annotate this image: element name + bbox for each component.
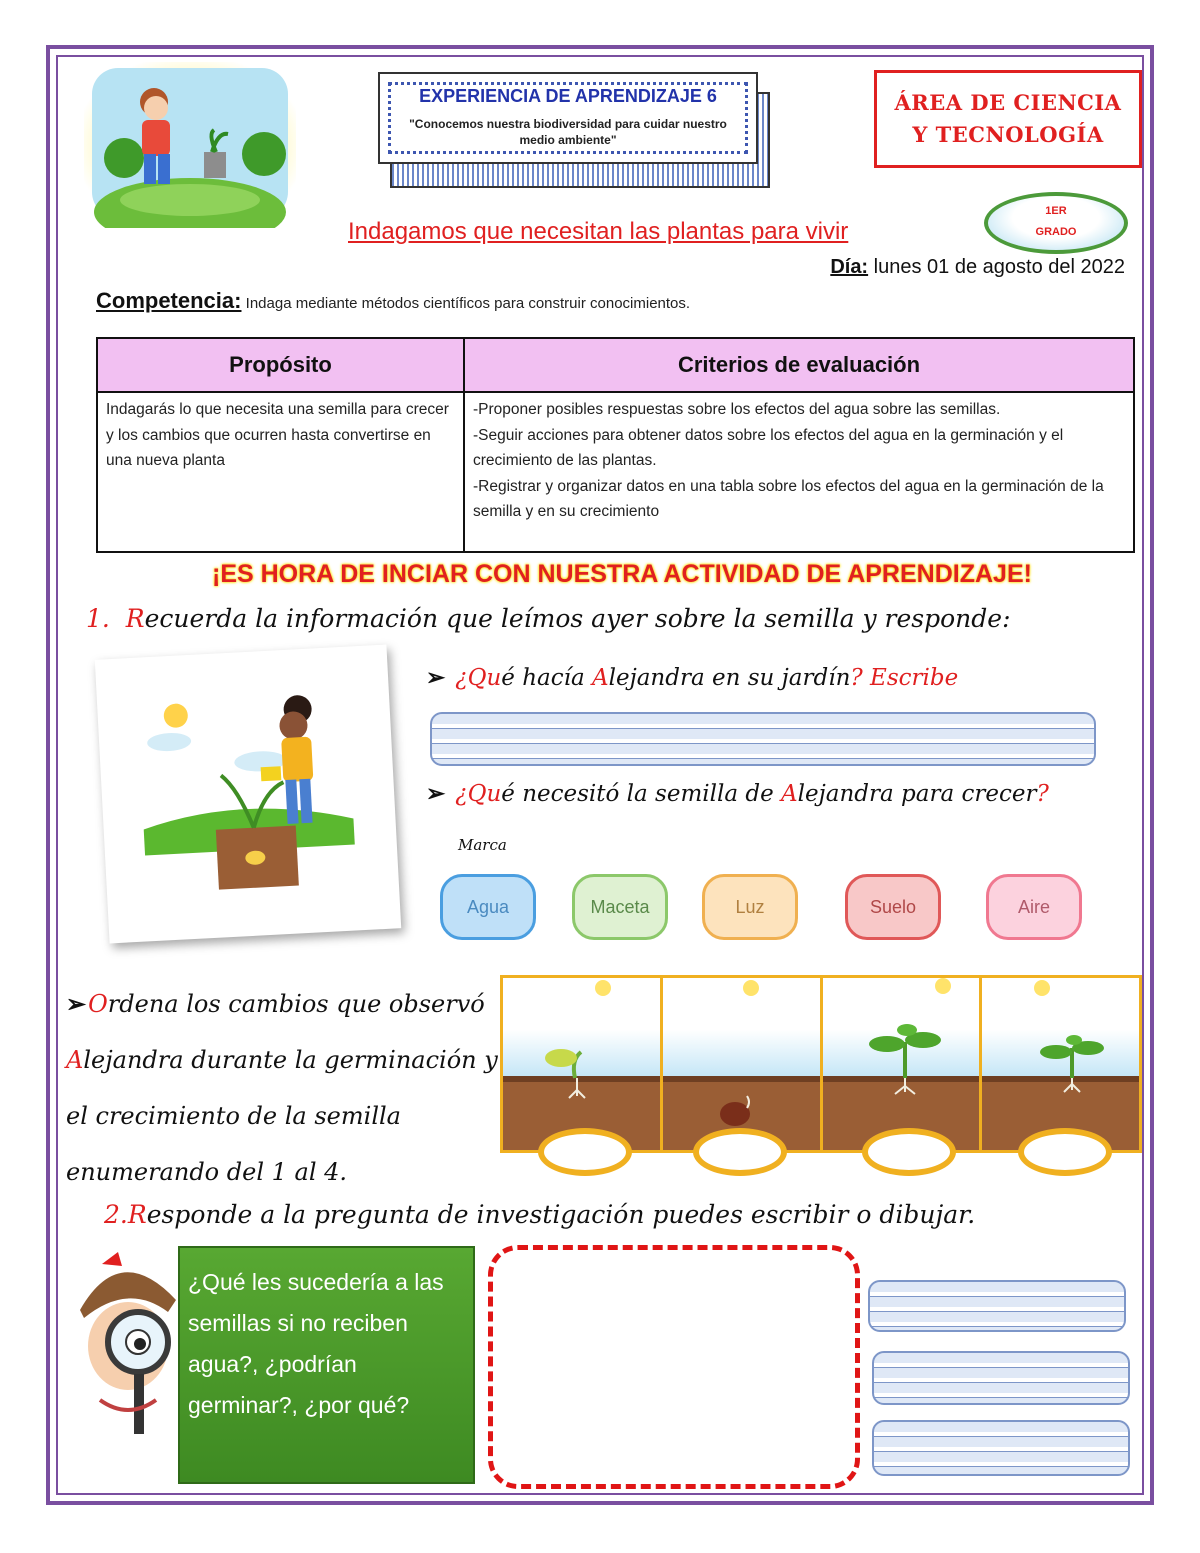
date-value: lunes 01 de agosto del 2022 xyxy=(873,256,1125,278)
grade-number: 1ER xyxy=(1045,205,1067,217)
criterio-2: -Seguir acciones para obtener datos sobre los efectos del agua en la germinación y el crecimiento de las plantas. xyxy=(473,426,1064,469)
stage-seed-image xyxy=(663,978,823,1150)
option-luz[interactable]: Luz xyxy=(702,874,798,940)
order-text-2: lejandra durante la germinación y el crecimiento de la semilla enumerando del 1 al 4. xyxy=(66,1046,498,1186)
arrow-bullet-icon: ➢ xyxy=(426,664,446,691)
option-aire[interactable]: Aire xyxy=(986,874,1082,940)
area-box xyxy=(874,70,1142,168)
experience-subtitle: "Conocemos nuestra biodiversidad para cuidar nuestro medio ambiente" xyxy=(409,117,727,147)
area-line-1: ÁREA DE CIENCIA xyxy=(894,90,1122,115)
order-first-letter: O xyxy=(88,990,108,1018)
q2-mid-2: lejandra para crecer xyxy=(797,781,1037,807)
section-1-number: 1. xyxy=(86,604,110,633)
table-cell-proposito: Indagarás lo que necesita una semilla para crecer y los cambios que ocurren hasta convertirse en una nueva planta xyxy=(97,392,464,552)
question-alejandra-jardin xyxy=(426,664,958,691)
detective-magnifier-illustration xyxy=(72,1250,182,1450)
order-text-1: rdena los cambios que observó xyxy=(107,990,485,1018)
grade-label: GRADO xyxy=(1035,226,1077,238)
table-header-criterios: Criterios de evaluación xyxy=(464,338,1134,392)
competencia-line xyxy=(96,288,690,314)
activity-banner: ¡ES HORA DE INCIAR CON NUESTRA ACTIVIDAD DE APRENDIZAJE! xyxy=(212,560,1032,588)
germination-stages-strip xyxy=(500,975,1142,1153)
page-title: Indagamos que necesitan las plantas para vivir xyxy=(348,218,849,245)
stage-seedling-image xyxy=(823,978,983,1150)
option-suelo[interactable]: Suelo xyxy=(845,874,941,940)
answer-writing-lines-4[interactable] xyxy=(872,1420,1130,1476)
q1-start: ¿Qu xyxy=(455,665,502,691)
section-2-first-letter: R xyxy=(127,1200,147,1229)
date-line xyxy=(830,256,1125,279)
girl-gardening-illustration xyxy=(84,62,296,228)
section-2-text: esponde a la pregunta de investigación puedes escribir o dibujar. xyxy=(146,1200,976,1229)
experience-box xyxy=(378,72,758,164)
order-number-blank-3[interactable] xyxy=(862,1128,956,1176)
answer-writing-lines-1[interactable] xyxy=(430,712,1096,766)
experience-title: EXPERIENCIA DE APRENDIZAJE 6 xyxy=(419,86,717,106)
girl-watering-photo xyxy=(95,645,401,944)
stage-sprout-image xyxy=(503,978,663,1150)
q1-mid-2: lejandra en su jardín xyxy=(608,665,851,691)
date-label: Día: xyxy=(830,256,869,278)
criterio-3: -Registrar y organizar datos en una tabla sobre los efectos del agua en la germinación de la semilla y en su crecimiento xyxy=(473,477,1104,520)
section-1-first-letter: R xyxy=(125,604,145,633)
answer-writing-lines-3[interactable] xyxy=(872,1351,1130,1405)
arrow-bullet-icon: ➢ xyxy=(426,780,446,807)
q2-name-letter: A xyxy=(781,781,798,807)
q1-end: ? Escribe xyxy=(850,665,959,691)
section-2-heading xyxy=(104,1200,975,1229)
grade-badge xyxy=(984,192,1128,254)
competencia-label: Competencia: xyxy=(96,288,242,313)
section-2-number: 2. xyxy=(104,1200,128,1229)
q2-end: ? xyxy=(1036,781,1049,807)
table-cell-criterios xyxy=(464,392,1134,552)
research-question-box: ¿Qué les sucedería a las semillas si no reciben agua?, ¿podrían germinar?, ¿por qué? xyxy=(178,1246,475,1484)
q2-mid-1: é necesitó la semilla de xyxy=(501,781,782,807)
order-number-blank-1[interactable] xyxy=(538,1128,632,1176)
order-name-letter: A xyxy=(66,1046,84,1074)
section-1-text: ecuerda la información que leímos ayer sobre la semilla y responde: xyxy=(144,604,1011,633)
order-number-blank-2[interactable] xyxy=(693,1128,787,1176)
question-semilla-crecer xyxy=(426,780,1049,807)
q2-start: ¿Qu xyxy=(455,781,502,807)
criterio-1: -Proponer posibles respuestas sobre los efectos del agua sobre las semillas. xyxy=(473,401,1001,418)
mark-instruction: Marca xyxy=(458,836,507,854)
criteria-table xyxy=(96,337,1135,553)
q1-mid-1: é hacía xyxy=(501,665,592,691)
stage-small-plant-image xyxy=(982,978,1139,1150)
order-instruction xyxy=(66,976,506,1200)
table-header-proposito: Propósito xyxy=(97,338,464,392)
option-maceta[interactable]: Maceta xyxy=(572,874,668,940)
area-line-2: Y TECNOLOGÍA xyxy=(912,122,1104,147)
option-agua[interactable]: Agua xyxy=(440,874,536,940)
answer-writing-lines-2[interactable] xyxy=(868,1280,1126,1332)
q1-name-letter: A xyxy=(592,665,609,691)
drawing-answer-area[interactable] xyxy=(488,1245,860,1489)
order-number-blank-4[interactable] xyxy=(1018,1128,1112,1176)
section-1-heading xyxy=(86,604,1011,633)
arrow-bullet-icon: ➢ xyxy=(66,989,87,1018)
competencia-text: Indaga mediante métodos científicos para construir conocimientos. xyxy=(245,295,691,312)
